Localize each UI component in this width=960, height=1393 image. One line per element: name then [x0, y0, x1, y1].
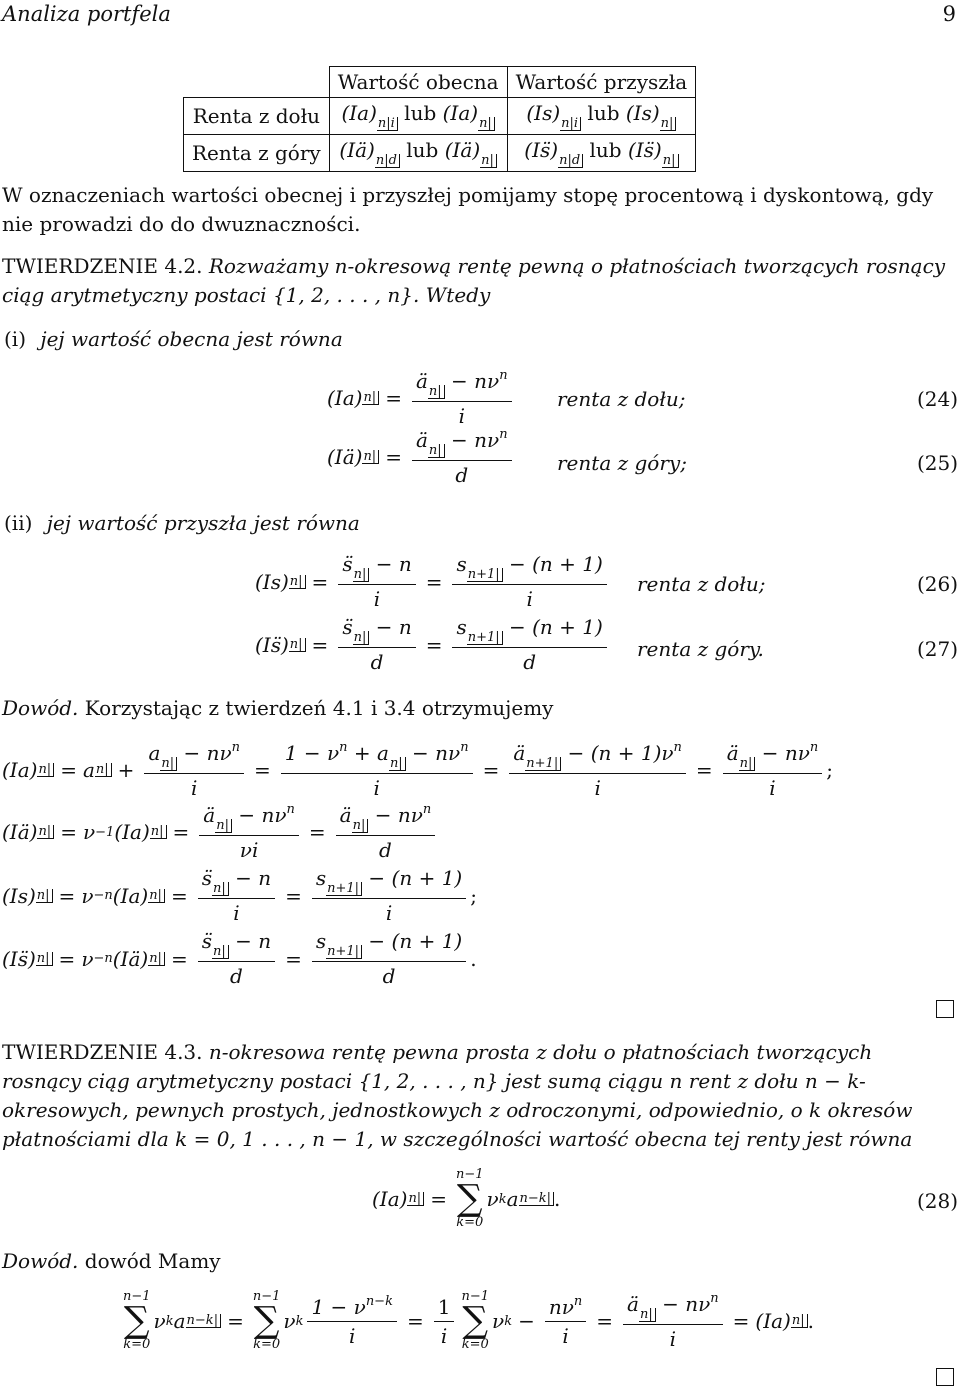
equation-27: (Is̈) n| = $\frac{s̈n| - n}{d}$ = $\frac{sn+1| - (n + 1)}{d}$	[255, 615, 611, 674]
row-label: Renta z góry	[184, 135, 330, 172]
proof-text: Korzystając z twierdzeń 4.1 i 3.4 otrzymujemy	[84, 696, 554, 720]
page-number: 9	[942, 2, 956, 26]
item-marker: (i)	[4, 327, 27, 351]
col-header-future: Wartość przyszła	[507, 67, 696, 98]
proof-label: Dowód.	[2, 1249, 79, 1273]
item-ii	[4, 509, 360, 538]
item-i	[4, 325, 343, 354]
qed-box	[936, 1368, 954, 1386]
equation-number: (24)	[916, 387, 958, 411]
equation-label: renta z góry;	[557, 451, 687, 475]
equation-26: (Is) n| = $\frac{s̈n| - n}{i}$ = $\frac{sn+1| - (n + 1)}{i}$	[255, 552, 611, 611]
proof-text: dowód Mamy	[84, 1249, 221, 1273]
proof-line-2: (Iä) n| = ν −1 (Ia) n| = $\frac{än| - n\nu^n}{\nu i}$ = $\frac{än| - n\nu^n}{d}$	[2, 802, 439, 862]
item-marker: (ii)	[4, 511, 33, 535]
proof-line-4: (Is̈) n| = ν −n (Iä) n| = $\frac{s̈n| - n}{d}$ = $\frac{sn+1| - (n + 1)}{d}$ .	[2, 929, 477, 988]
proof-2	[2, 1247, 221, 1276]
col-header-present: Wartość obecna	[329, 67, 507, 98]
theorem-4-2	[2, 252, 957, 310]
equation-number: (28)	[916, 1189, 958, 1213]
notation-remark: W oznaczeniach wartości obecnej i przyszłej pomijamy stopę procentową i dyskontową, gdy nie prowadzi do do dwuznaczności.	[2, 183, 934, 236]
proof-line-1: (Ia) n| = a n| + $\frac{an| - n\nu^n}{i}$ = $\frac{1 - \nu^n + an| - n\nu^n}{i}$ = $\frac{än+1| - (n + 1)\nu^n}{i}$ = $\frac{än| - n\nu^n}{i}$ ;	[2, 740, 834, 800]
equation-24: (Ia) n| = $\frac{än| - n\nu^n}{i}$	[327, 368, 516, 428]
theorem-text: n-okresowa rentę pewna prosta z dołu o płatnościach tworzących rosnący ciąg arytmetyczny postaci {1, 2, . . . , n} jest sumą ciągu n rent z dołu n − k-okresowych, pewnych prostych, jednostkowych z odroczonymi, odpowiednio, o k okresów płatnościami dla k = 0, 1 . . . , n − 1, w szczególności wartość obecna tej renty jest równa	[2, 1040, 913, 1151]
proof-label: Dowód.	[2, 696, 79, 720]
equation-number: (27)	[916, 637, 958, 661]
qed-box	[936, 1000, 954, 1018]
theorem-text: Rozważamy n-okresową rentę pewną o płatnościach tworzących rosnący ciąg arytmetyczny postaci {1, 2, . . . , n}. Wtedy	[2, 254, 946, 307]
proof-2-equation: n−1 ∑ k=0 ν k a n−k| = n−1 ∑ k=0 ν k $\frac{1 - \nu^{n-k}}{i}$ = $\frac{1}{i}$ n−1 ∑ k=0 ν k − $\frac{n\nu^n}{i}$ = $\frac{än| - n\nu^n}{i}$ = (Ia) n| .	[123, 1289, 814, 1352]
item-text: jej wartość obecna jest równa	[40, 327, 343, 351]
item-text: jej wartość przyszła jest równa	[46, 511, 360, 535]
equation-number: (25)	[916, 451, 958, 475]
row-label: Renta z dołu	[184, 98, 330, 135]
equation-label: renta z góry.	[637, 637, 764, 661]
cell-present-arrears: (Ia)n|i lub (Ia)n|	[329, 98, 507, 135]
theorem-4-3	[2, 1038, 957, 1154]
theorem-label: TWIERDZENIE 4.3.	[2, 1040, 203, 1064]
cell-future-arrears: (Is)n|i lub (Is)n|	[507, 98, 696, 135]
running-header-title: Analiza portfela	[2, 2, 171, 26]
notation-table	[183, 66, 696, 172]
equation-number: (26)	[916, 572, 958, 596]
equation-label: renta z dołu;	[637, 572, 766, 596]
proof-1	[2, 694, 553, 723]
proof-line-3: (Is) n| = ν −n (Ia) n| = $\frac{s̈n| - n}{i}$ = $\frac{sn+1| - (n + 1)}{i}$ ;	[2, 866, 477, 925]
equation-label: renta z dołu;	[557, 387, 686, 411]
table-corner	[184, 67, 330, 98]
cell-present-advance: (Iä)n|d lub (Iä)n|	[329, 135, 507, 172]
cell-future-advance: (Is̈)n|d lub (Is̈)n|	[507, 135, 696, 172]
equation-28: (Ia) n| = n−1 ∑ k=0 ν k a n−k| .	[372, 1167, 561, 1230]
equation-25: (Iä) n| = $\frac{än| - n\nu^n}{d}$	[327, 427, 516, 487]
theorem-label: TWIERDZENIE 4.2.	[2, 254, 203, 278]
